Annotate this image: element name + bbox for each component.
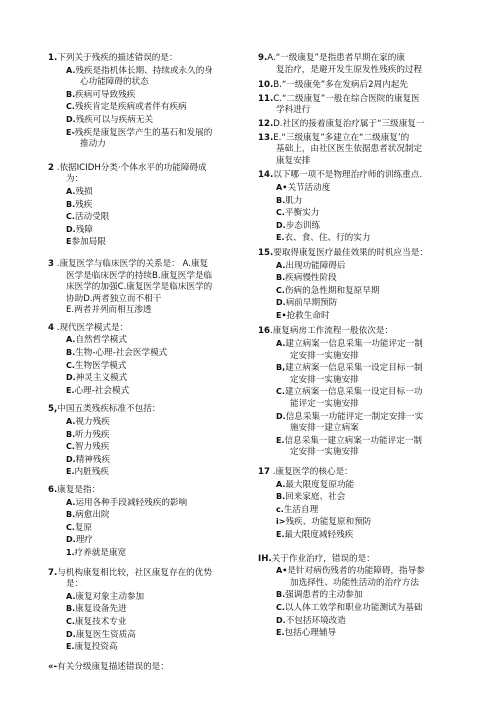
option-letter: D.: [276, 615, 286, 625]
question-text-continued: 为：: [66, 174, 84, 185]
question-item: [48, 568, 248, 654]
option-letter: A.: [66, 335, 76, 345]
option-text: 定安排一实施安排: [290, 374, 359, 385]
answer-option[interactable]: [48, 360, 248, 373]
option-text: 施安排一建立病案: [290, 423, 359, 434]
answer-option[interactable]: [48, 603, 248, 616]
answer-option-continued[interactable]: [258, 447, 472, 459]
question-stem: [258, 170, 472, 182]
option-text: 最大限度减轻残疾: [284, 529, 354, 540]
option-text: 回来家庭、社会: [285, 492, 346, 503]
option-text: 伤病的急性期和复原早期: [284, 285, 380, 296]
option-letter: E-: [66, 127, 75, 137]
option-letter: A•: [276, 566, 288, 576]
question-text: .现代医学模式是：: [53, 322, 129, 333]
question-text: 有关分级康复描述错误的是：: [57, 661, 169, 672]
answer-option[interactable]: [48, 591, 248, 604]
question-stem: [48, 163, 248, 175]
question-text: .康复医学的核心是：: [269, 467, 353, 477]
option-text: 病前早期预防: [285, 298, 338, 309]
option-text: 残疾是指机体长期、持续或永久的身: [75, 65, 213, 76]
answer-option[interactable]: [258, 602, 472, 615]
answer-option[interactable]: [258, 182, 472, 195]
answer-option[interactable]: [258, 310, 472, 323]
option-letter: A.: [276, 260, 286, 270]
option-letter: A.: [66, 497, 76, 507]
answer-option[interactable]: [258, 195, 472, 208]
option-letter: C.: [276, 387, 285, 397]
option-letter: E: [66, 237, 72, 247]
answer-option[interactable]: [258, 232, 472, 245]
question-number: 11.: [258, 93, 274, 104]
question-item: [258, 119, 472, 131]
option-letter: C.: [276, 602, 285, 612]
question-text: B.“一级康免”多在发病后2周内起先: [273, 80, 408, 91]
question-text-continued: E.两者并列而相互渗透: [66, 305, 152, 316]
answer-option[interactable]: [48, 372, 248, 385]
option-text: 残疾可以与疾病无关: [75, 114, 154, 125]
option-letter: C.: [66, 360, 75, 370]
option-letter: B.: [276, 492, 286, 502]
answer-option[interactable]: [48, 509, 248, 522]
answer-option[interactable]: [48, 466, 248, 479]
option-letter: A.: [66, 186, 76, 196]
option-text: 出现功能障碍后: [285, 260, 346, 271]
option-text: 病愈出院: [75, 510, 110, 521]
option-text: 疾病可导致残疾: [75, 89, 136, 100]
option-text: 定安排一实施安排: [290, 350, 359, 361]
option-text: 精神残疾: [75, 454, 111, 465]
answer-option[interactable]: [48, 101, 248, 114]
question-stem: [258, 119, 472, 131]
option-letter: D.: [276, 298, 286, 308]
option-text: 残障: [75, 224, 93, 235]
answer-option-continued[interactable]: [258, 423, 472, 435]
option-letter: C.: [66, 522, 75, 532]
option-text: 参加局限: [71, 237, 106, 248]
answer-option[interactable]: [258, 491, 472, 504]
question-text: A.“一级康复”是指患者早期在家的康: [267, 53, 405, 63]
answer-option[interactable]: [48, 416, 248, 429]
right-column: [258, 53, 472, 640]
question-number: 7.: [48, 567, 58, 578]
question-text-continued: 学科进行: [276, 105, 311, 116]
question-stem: [48, 485, 248, 497]
answer-option[interactable]: [258, 220, 472, 233]
answer-option[interactable]: [258, 627, 472, 640]
option-letter: B,: [276, 363, 286, 373]
answer-option[interactable]: [258, 479, 472, 492]
option-text: 听力残疾: [75, 429, 110, 440]
question-text: 下列关于残疾的描述错误的是：: [57, 53, 178, 63]
option-text: 是针对病伤残者的功能障碍，指导参: [287, 566, 425, 577]
question-stem: [48, 53, 248, 65]
question-item: [258, 170, 472, 245]
option-text: 残损: [75, 186, 93, 197]
option-letter: c.: [276, 504, 284, 514]
question-item: [48, 323, 248, 398]
option-text: 心理-社会模式: [74, 385, 130, 396]
option-text: 生物-心理-社会医学模式: [75, 348, 168, 359]
question-stem: [48, 662, 248, 674]
answer-option[interactable]: [258, 589, 472, 602]
option-text: 内脏残疾: [74, 467, 109, 478]
question-text-continued: 医学是临床医学的持续B.康复医学是临: [66, 270, 213, 281]
question-item: [48, 485, 248, 560]
option-letter: B.: [66, 89, 76, 99]
question-number: 10.: [258, 80, 274, 91]
option-letter: i>: [276, 517, 286, 527]
question-item: [258, 94, 472, 117]
answer-option[interactable]: [48, 629, 248, 642]
option-text: 强调患者的主动参加: [285, 590, 363, 601]
question-stem: [258, 53, 472, 65]
option-text: 康复对象主动参加: [75, 591, 145, 602]
question-item: [48, 259, 248, 317]
option-text: 康复医生资质高: [75, 629, 136, 640]
question-text: 与机构康复相比较，社区康复存在的优势: [57, 567, 212, 578]
answer-option-continued[interactable]: [258, 351, 472, 363]
answer-option[interactable]: [258, 297, 472, 310]
answer-option[interactable]: [48, 114, 248, 127]
option-letter: A.: [276, 479, 286, 489]
option-text: 活动受限: [74, 212, 110, 223]
answer-option[interactable]: [258, 272, 472, 285]
option-letter: A.: [66, 591, 76, 601]
answer-option[interactable]: [48, 236, 248, 249]
question-item: [48, 163, 248, 249]
question-text-continued: 复治疗，是避开发生原发性残疾的过程: [276, 64, 423, 75]
option-letter: D.: [276, 411, 286, 421]
option-text: 理疗: [75, 535, 93, 546]
question-stem: [258, 94, 472, 106]
option-letter: E.: [276, 233, 285, 243]
option-text: 不包括环境改造: [285, 615, 346, 626]
question-text-continued: 基础上，由社区医生依据患者状况制定: [276, 144, 423, 155]
option-text: 信息采集一建立病案一功能评定一制: [284, 435, 423, 446]
answer-option[interactable]: [258, 435, 472, 448]
option-letter: B.: [66, 348, 76, 358]
answer-option[interactable]: [48, 429, 248, 442]
left-column: [48, 53, 248, 673]
question-number: 2: [48, 162, 54, 173]
option-text: 抢救生命时: [286, 310, 330, 321]
question-number: 14.: [258, 170, 274, 181]
question-text-continued: 床医学的加强C.康复医学是临床医学的: [66, 282, 213, 293]
option-letter: C.: [66, 212, 75, 222]
answer-option[interactable]: [48, 497, 248, 510]
option-letter: D.: [66, 373, 76, 383]
option-letter: B.: [66, 429, 76, 439]
option-letter: D.: [66, 224, 76, 234]
question-text: 以下哪一项不是物理治疗师的训练重点.: [273, 170, 423, 181]
question-text: .依据ICIDH分类·个体水平的功能障碍成: [53, 162, 207, 173]
option-letter: B.: [66, 199, 76, 209]
question-number: 4: [48, 322, 54, 333]
option-text: 生活自理: [283, 504, 319, 515]
answer-option[interactable]: [258, 529, 472, 542]
option-letter: E.: [66, 467, 75, 477]
option-text: 加选择性、功能性活动的治疗方法: [290, 577, 419, 588]
question-item: [48, 53, 248, 151]
question-item: [48, 404, 248, 479]
option-letter: E.: [66, 642, 75, 652]
option-text: 最大限度复原功能: [285, 479, 355, 490]
option-text: 复原: [74, 522, 93, 533]
answer-option[interactable]: [258, 565, 472, 578]
option-text: 步态训练: [285, 220, 321, 231]
option-text: 建立病案一信息采集一设定目标一功: [284, 387, 423, 398]
option-letter: E.: [276, 529, 285, 539]
question-stem: [48, 404, 248, 416]
answer-option[interactable]: [48, 547, 248, 560]
question-text: C.“二级康复”一般在综合医院的康复医: [273, 93, 420, 104]
question-number: 12.: [258, 118, 274, 129]
option-text: 视力残疾: [75, 417, 110, 428]
answer-option[interactable]: [258, 207, 472, 220]
option-letter: C.: [66, 102, 75, 112]
option-text: 肌力: [285, 195, 303, 206]
option-letter: B.: [276, 273, 286, 283]
answer-option-continued[interactable]: [48, 139, 248, 151]
option-text: 残疾: [75, 199, 93, 210]
question-number: «-: [48, 661, 58, 672]
option-letter: E.: [66, 385, 75, 395]
answer-option-continued[interactable]: [258, 578, 472, 590]
option-letter: B.: [66, 510, 76, 520]
option-letter: A•: [276, 182, 288, 192]
question-number: 9.: [258, 53, 268, 63]
option-letter: B.: [276, 195, 286, 205]
question-stem: [258, 554, 472, 566]
option-letter: D.: [66, 629, 76, 639]
answer-option[interactable]: [48, 522, 248, 535]
question-stem: [48, 568, 248, 580]
answer-option[interactable]: [258, 411, 472, 424]
question-number: 1.: [48, 53, 58, 63]
option-text: 残疾是康复医学产生的基石和发展的: [74, 127, 213, 138]
option-text: 神灵主义模式: [75, 373, 128, 384]
option-text: 疗养就是康宽: [74, 547, 127, 558]
answer-option-continued[interactable]: [48, 77, 248, 89]
question-text: 关于作业治疗，错误的是：: [271, 553, 375, 564]
option-letter: C.: [66, 616, 75, 626]
option-text: 定安排一实施安排: [290, 447, 359, 458]
option-letter: E.: [276, 628, 285, 638]
question-stem: [48, 323, 248, 335]
question-stem: [48, 259, 248, 271]
option-letter: C.: [66, 442, 75, 452]
answer-option[interactable]: [48, 454, 248, 467]
option-text: 康复技术专业: [74, 616, 127, 627]
question-text-continued: 是：: [66, 579, 84, 590]
option-text: 残疾、功能复原和预防: [285, 517, 372, 528]
option-text: 智力残疾: [74, 442, 110, 453]
answer-option[interactable]: [48, 334, 248, 347]
answer-option[interactable]: [258, 260, 472, 273]
option-text: 康复设备先进: [75, 604, 127, 615]
option-text: 残疾肯定是疾病或者伴有疾病: [74, 102, 187, 113]
answer-option[interactable]: [48, 89, 248, 102]
question-text: 要取得康复医疗最佳效果的时机应当是：: [273, 247, 428, 258]
option-text: 以人体工效学和职业功能测试为基础: [284, 602, 423, 613]
option-text: 推动力: [80, 139, 106, 150]
question-number: 15.: [258, 247, 274, 258]
option-text: 关节活动度: [287, 182, 331, 193]
question-stem: [258, 326, 472, 338]
question-item: [258, 133, 472, 168]
answer-option[interactable]: [48, 534, 248, 547]
option-letter: E•: [276, 310, 287, 320]
answer-option[interactable]: [48, 211, 248, 224]
option-letter: A.: [276, 339, 286, 349]
answer-option[interactable]: [48, 385, 248, 398]
option-letter: A.: [66, 417, 76, 427]
option-letter: D.: [66, 454, 76, 464]
answer-option[interactable]: [48, 127, 248, 140]
option-letter: D.: [276, 220, 286, 230]
question-number: 5,: [48, 404, 58, 415]
option-letter: B.: [276, 590, 286, 600]
question-item: [258, 467, 472, 542]
answer-option[interactable]: [48, 224, 248, 237]
option-text: 疾病慢性阶段: [285, 273, 337, 284]
answer-option[interactable]: [48, 199, 248, 212]
option-text: 运用各种手段减轻残疾的影响: [75, 497, 188, 508]
question-text: D.社区的接着康复治疗属于“三级康复一: [273, 118, 425, 129]
option-text: 自然哲学模式: [75, 335, 127, 346]
question-number: 6.: [48, 485, 58, 495]
option-letter: C.: [276, 208, 285, 218]
question-number: 16: [258, 326, 270, 337]
question-item: [258, 326, 472, 459]
option-text: 建立病案一信息采集一设定目标一制: [285, 363, 423, 374]
question-stem: [258, 80, 472, 92]
answer-option[interactable]: [258, 504, 472, 517]
option-letter: C.: [276, 285, 285, 295]
question-stem: [258, 133, 472, 145]
option-letter: B.: [66, 604, 76, 614]
answer-option[interactable]: [48, 65, 248, 78]
option-letter: A.: [66, 65, 76, 75]
answer-option[interactable]: [258, 338, 472, 351]
question-item: [258, 248, 472, 323]
option-text: 康复投资高: [74, 642, 118, 653]
question-stem: [258, 248, 472, 260]
question-text: 中国五类残疾标准不包括：: [57, 404, 161, 415]
option-text: 平衡实力: [284, 208, 320, 219]
answer-option-continued[interactable]: [258, 399, 472, 411]
option-text: 衣、食、住、行的实力: [284, 233, 371, 244]
answer-option[interactable]: [258, 386, 472, 399]
option-text: 心功能障碍的状态: [80, 77, 149, 88]
question-text-continued: 康复安排: [276, 155, 311, 166]
option-text: 生物医学模式: [74, 360, 127, 371]
question-text-continued: 协助D.两者独立而不相干: [66, 293, 162, 304]
answer-option[interactable]: [48, 616, 248, 629]
question-text: 康复是指：: [57, 485, 101, 495]
answer-option[interactable]: [48, 441, 248, 454]
question-number: IH.: [258, 553, 272, 564]
question-text: .康复病房工作流程一般依次是：: [269, 326, 394, 337]
answer-option[interactable]: [258, 362, 472, 375]
question-item: [258, 554, 472, 640]
option-text: 包括心理辅导: [284, 628, 337, 639]
answer-option[interactable]: [258, 615, 472, 628]
question-number: 17: [258, 467, 270, 477]
question-number: 13.: [258, 132, 274, 143]
answer-option-continued[interactable]: [258, 375, 472, 387]
question-number: 3: [48, 258, 54, 269]
question-text: .康复医学与临床医学的关系是： A.康复: [53, 258, 209, 269]
option-text: 信息采集一功能评定一制定安排一实: [285, 411, 424, 422]
answer-option[interactable]: [48, 641, 248, 654]
question-stem: [258, 467, 472, 479]
question-item: [258, 80, 472, 92]
answer-option[interactable]: [258, 285, 472, 298]
option-text: 能评定一实施安排: [290, 399, 359, 410]
option-letter: D.: [66, 114, 76, 124]
answer-option[interactable]: [258, 516, 472, 529]
option-letter: 1.: [66, 547, 75, 557]
option-letter: D.: [66, 535, 76, 545]
option-text: 建立病案一信息采集一功能评定一制: [285, 339, 423, 350]
answer-option[interactable]: [48, 347, 248, 360]
question-item: [48, 662, 248, 674]
option-letter: E.: [276, 435, 285, 445]
question-item: [258, 53, 472, 76]
answer-option[interactable]: [48, 186, 248, 199]
question-text: E.“三级康复”多建立在“二级康复’的: [273, 132, 410, 143]
